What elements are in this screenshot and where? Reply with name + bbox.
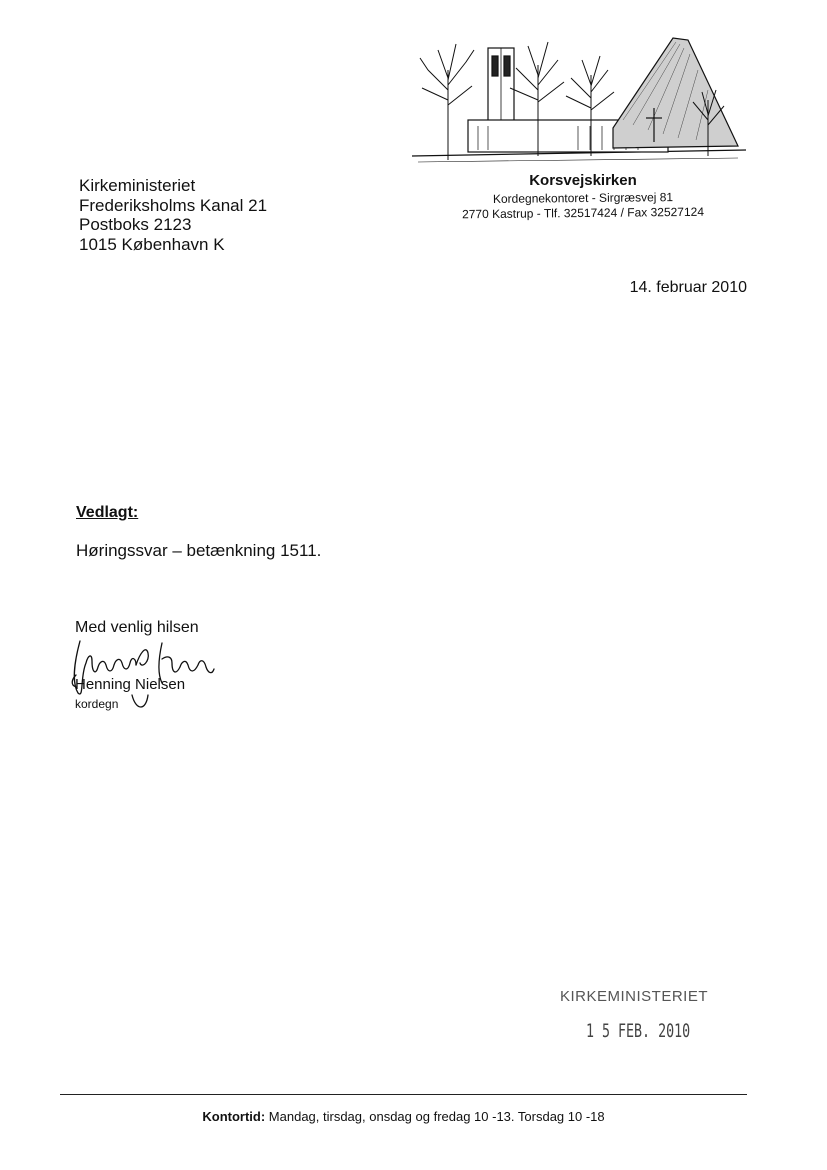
church-illustration	[408, 30, 750, 168]
office-hours-footer	[60, 1109, 747, 1124]
recipient-line: Frederiksholms Kanal 21	[79, 195, 268, 215]
closing-greeting: Med venlig hilsen	[75, 619, 199, 636]
signer-name: Henning Nielsen	[75, 676, 186, 693]
footer-hours: Mandag, tirsdag, onsdag og fredag 10 -13. Torsdag 10 -18	[265, 1109, 605, 1124]
recipient-line: 1015 København K	[79, 234, 225, 254]
church-contact: 2770 Kastrup - Tlf. 32517424 / Fax 32527124	[461, 204, 705, 222]
footer-divider	[60, 1094, 747, 1095]
received-stamp-date: 1 5 FEB. 2010	[586, 1020, 691, 1042]
recipient-line: Kirkeministeriet	[79, 176, 196, 195]
received-stamp-organization: KIRKEMINISTERIET	[560, 988, 709, 1005]
letter-date: 14. februar 2010	[629, 279, 747, 296]
church-name: Korsvejskirken	[529, 172, 637, 189]
handwritten-signature	[62, 633, 222, 713]
signer-title: kordegn	[75, 697, 119, 711]
enclosure-text: Høringssvar – betænkning 1511.	[76, 541, 322, 560]
enclosure-heading: Vedlagt:	[76, 504, 139, 521]
recipient-address	[79, 176, 267, 254]
church-office-address: Kordegnekontoret - Sirgræsvej 81	[492, 190, 674, 206]
footer-label: Kontortid:	[202, 1109, 266, 1124]
recipient-line: Postboks 2123	[79, 215, 192, 234]
